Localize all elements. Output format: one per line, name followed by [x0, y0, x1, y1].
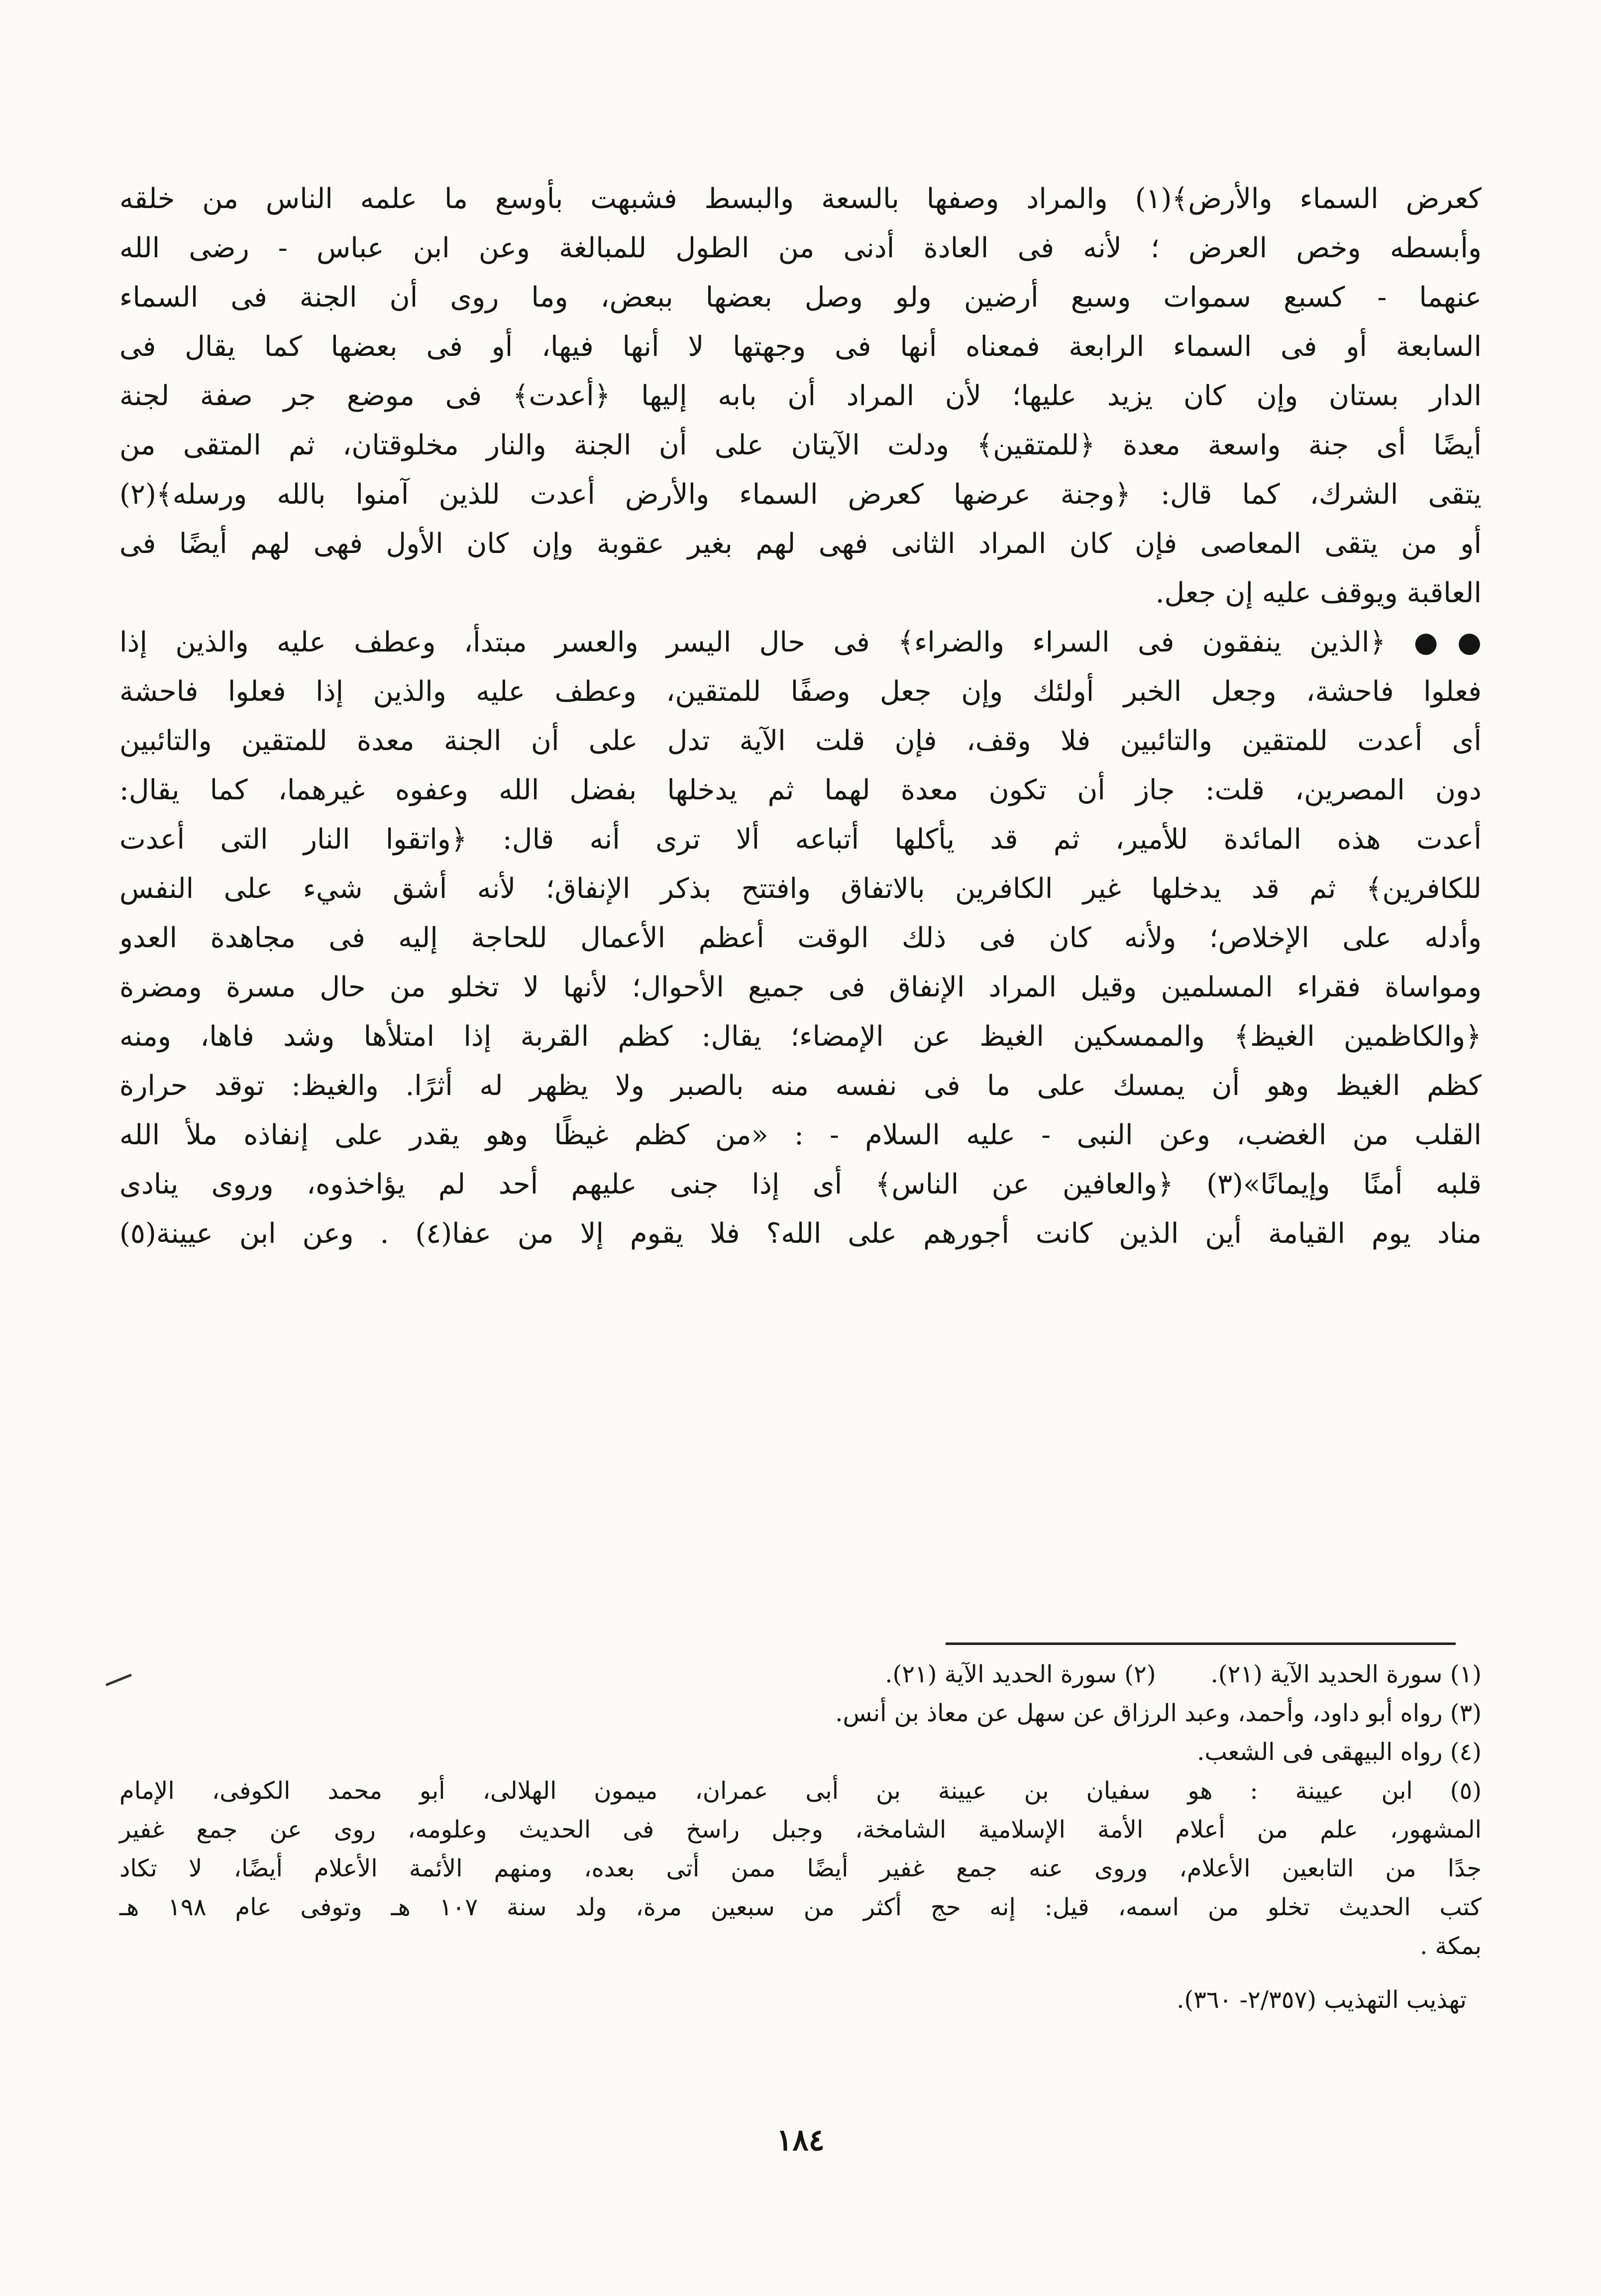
text-line: كعرض السماء والأرض﴾(١) والمراد وصفها بالسعة والبسط فشبهت بأوسع ما علمه الناس من خلقه	[119, 183, 1482, 215]
text-line: للكافرين﴾ ثم قد يدخلها غير الكافرين بالاتفاق وافتتح بذكر الإنفاق؛ لأنه أشق شيء على النفس	[119, 873, 1482, 905]
text-line: كظم الغيظ وهو أن يمسك على ما فى نفسه منه بالصبر ولا يظهر له أثرًا. والغيظ: توقد حرارة	[119, 1070, 1482, 1102]
footnote-5-line: جدًا من التابعين الأعلام، وروى عنه جمع غفير أيضًا ممن أتى بعده، ومنهم الأئمة الأعلام أيضًا، لا تكاد	[119, 1855, 1482, 1882]
text-line: قلبه أمنًا وإيمانًا»(٣) ﴿والعافين عن الناس﴾ أى إذا جنى عليهم أحد لم يؤاخذوه، وروى ينادى	[119, 1168, 1482, 1201]
footnote-5-line: (٥) ابن عيينة : هو سفيان بن عيينة بن أبى عمران، ميمون الهلالى، أبو محمد الكوفى، الإمام	[119, 1777, 1482, 1805]
text-line: العاقبة ويوقف عليه إن جعل.	[1155, 577, 1482, 609]
text-line: ●● ﴿الذين ينفقون فى السراء والضراء﴾ فى حال اليسر والعسر مبتدأ، وعطف عليه والذين إذا	[119, 626, 1482, 658]
text-line: السابعة أو فى السماء الرابعة فمعناه أنها فى وجهتها لا أنها فيها، أو فى بعضها كما يقال فى	[119, 330, 1482, 363]
footnote-2: (٢) سورة الحديد الآية (٢١).	[885, 1660, 1156, 1688]
main-text	[119, 174, 1482, 1258]
footnote-5-line: بمكة .	[1420, 1932, 1482, 1960]
text-line: أى أعدت للمتقين والتائبين فلا وقف، فإن قلت الآية تدل على أن الجنة معدة للمتقين والتائبين	[119, 725, 1482, 757]
footnote-5-line: المشهور، علم من أعلام الأمة الإسلامية الشامخة، وجبل راسخ فى الحديث وعلومه، روى عن جمع غفير	[119, 1816, 1482, 1844]
text-line: القلب من الغضب، وعن النبى - عليه السلام - : «من كظم غيظًا وهو يقدر على إنفاذه ملأ الله	[119, 1119, 1482, 1151]
footnote-row-1-2	[119, 1655, 1482, 1694]
footnotes	[119, 1655, 1482, 2019]
text-line: وأبسطه وخص العرض ؛ لأنه فى العادة أدنى من الطول للمبالغة وعن ابن عباس - رضى الله	[119, 232, 1482, 264]
text-line: أو من يتقى المعاصى فإن كان المراد الثانى فهى لهم بغير عقوبة وإن كان الأول فهى لهم أيضًا فى	[119, 528, 1482, 560]
text-line: يتقى الشرك، كما قال: ﴿وجنة عرضها كعرض السماء والأرض أعدت للذين آمنوا بالله ورسله﴾(٢)	[119, 478, 1482, 511]
text-line: فعلوا فاحشة، وجعل الخبر أولئك وإن جعل وصفًا للمتقين، وعطف عليه والذين إذا فعلوا فاحشة	[119, 675, 1482, 708]
footnote-3: (٣) رواه أبو داود، وأحمد، وعبد الرزاق عن سهل عن معاذ بن أنس.	[835, 1699, 1482, 1727]
footnote-5-line: كتب الحديث تخلو من اسمه، قيل: إنه حج أكثر من سبعين مرة، ولد سنة ١٠٧ هـ وتوفى عام ١٩٨ هـ	[119, 1893, 1482, 1921]
footnote-1: (١) سورة الحديد الآية (٢١).	[1210, 1660, 1482, 1688]
footnote-4: (٤) رواه البيهقى فى الشعب.	[1197, 1738, 1482, 1766]
text-line: مناد يوم القيامة أين الذين كانت أجورهم على الله؟ فلا يقوم إلا من عفا(٤) . وعن ابن عيينة(٥)	[119, 1217, 1482, 1250]
text-line: عنهما - كسبع سموات وسبع أرضين ولو وصل بعضها ببعض، وما روى أن الجنة فى السماء	[119, 281, 1482, 314]
text-line: ومواساة فقراء المسلمين وقيل المراد الإنفاق فى جميع الأحوال؛ لأنها لا تخلو من حال مسرة ومضرة	[119, 971, 1482, 1003]
text-line: ﴿والكاظمين الغيظ﴾ والممسكين الغيظ عن الإمضاء؛ يقال: كظم القربة إذا امتلأها وشد فاها، ومنه	[119, 1020, 1482, 1053]
text-line: أعدت هذه المائدة للأمير، ثم قد يأكلها أتباعه ألا ترى أنه قال: ﴿واتقوا النار التى أعدت	[119, 823, 1482, 856]
text-line: دون المصرين، قلت: جاز أن تكون معدة لهما ثم يدخلها بفضل الله وعفوه غيرهما، كما يقال:	[119, 774, 1482, 806]
footnote-source: تهذيب التهذيب (٢/٣٥٧- ٣٦٠).	[1176, 1986, 1467, 2014]
text-line: أيضًا أى جنة واسعة معدة ﴿للمتقين﴾ ودلت الآيتان على أن الجنة والنار مخلوقتان، ثم المتقى من	[119, 429, 1482, 461]
page-number: ١٨٤	[776, 2123, 825, 2158]
text-line: الدار بستان وإن كان يزيد عليها؛ لأن المراد أن بابه إليها ﴿أعدت﴾ فى موضع جر صفة لجنة	[119, 380, 1482, 412]
text-line: وأدله على الإخلاص؛ ولأنه كان فى ذلك الوقت أعظم الأعمال للحاجة إليه فى مجاهدة العدو	[119, 922, 1482, 954]
footnote-separator	[946, 1642, 1456, 1645]
